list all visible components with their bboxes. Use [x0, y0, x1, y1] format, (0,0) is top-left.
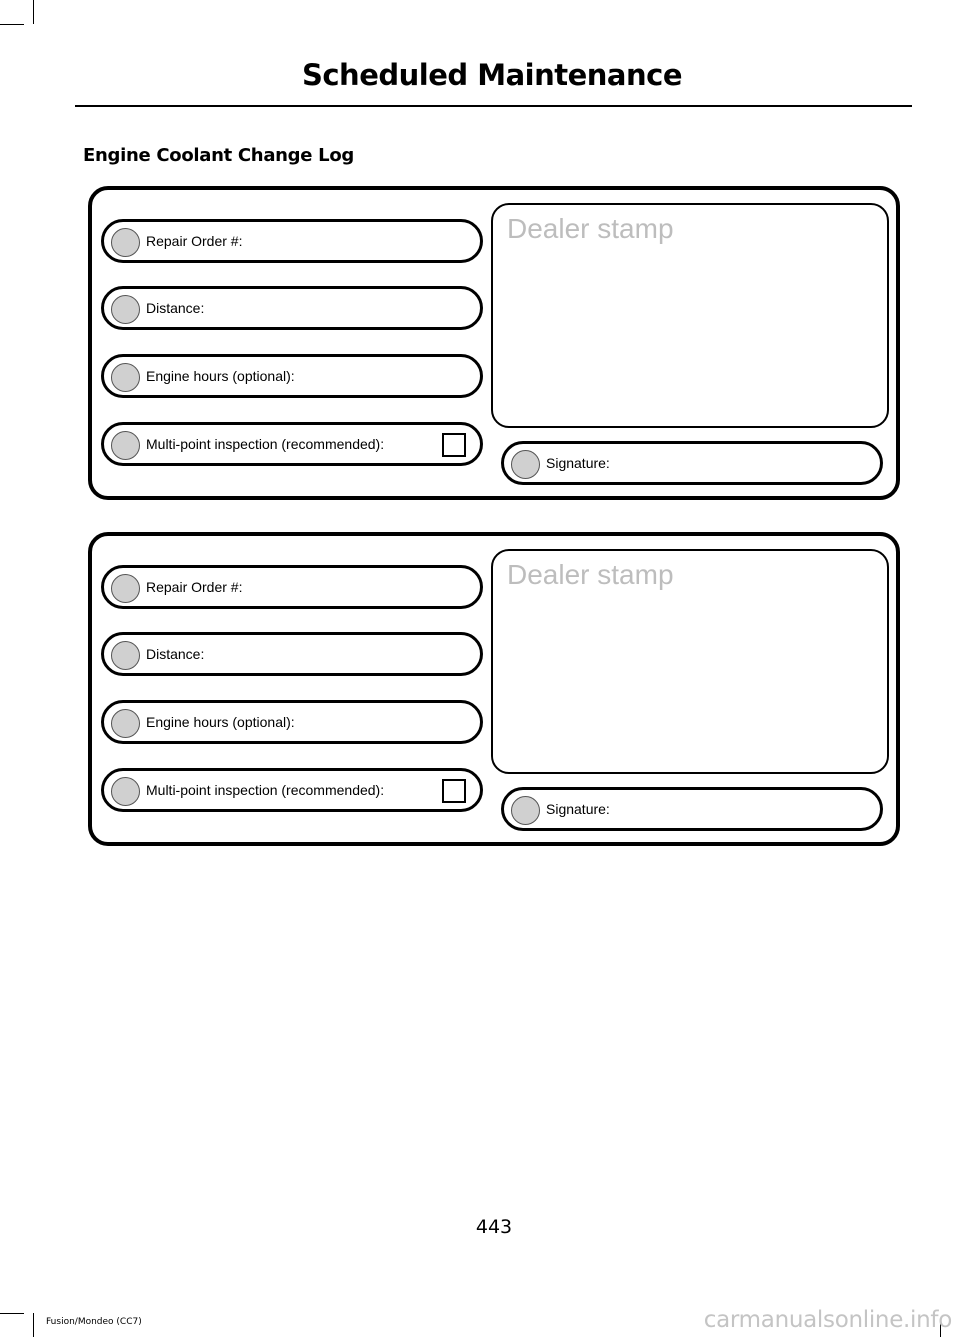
title-divider: [75, 105, 912, 107]
crop-mark: [0, 1313, 24, 1314]
repair-order-field[interactable]: [101, 565, 483, 609]
distance-label: Distance:: [146, 646, 205, 662]
dealer-stamp-label: Dealer stamp: [507, 559, 674, 590]
engine-hours-label: Engine hours (optional):: [146, 368, 295, 384]
signature-field[interactable]: [501, 441, 883, 485]
dealer-stamp-box: [491, 549, 889, 774]
inspection-label: Multi-point inspection (recommended):: [146, 782, 385, 798]
circle-icon: [111, 574, 140, 603]
distance-field[interactable]: [101, 286, 483, 330]
log-entry: [88, 532, 900, 846]
inspection-label: Multi-point inspection (recommended):: [146, 436, 385, 452]
circle-icon: [111, 431, 140, 460]
inspection-field: [101, 768, 483, 812]
watermark: carmanualsonline.info: [703, 1307, 952, 1333]
crop-mark: [0, 24, 24, 25]
repair-order-field[interactable]: [101, 219, 483, 263]
crop-mark: [33, 0, 34, 24]
engine-hours-field[interactable]: [101, 700, 483, 744]
signature-label: Signature:: [546, 801, 610, 817]
dealer-stamp-label: Dealer stamp: [507, 213, 674, 244]
page-title: Scheduled Maintenance: [301, 58, 682, 92]
inspection-checkbox[interactable]: [442, 779, 466, 803]
circle-icon: [111, 295, 140, 324]
dealer-stamp-box: [491, 203, 889, 428]
repair-order-label: Repair Order #:: [146, 579, 243, 595]
circle-icon: [111, 777, 140, 806]
circle-icon: [111, 228, 140, 257]
circle-icon: [511, 450, 540, 479]
page-number: 443: [475, 1216, 513, 1238]
inspection-field: [101, 422, 483, 466]
model-footer: Fusion/Mondeo (CC7): [46, 1317, 142, 1327]
distance-label: Distance:: [146, 300, 205, 316]
circle-icon: [511, 796, 540, 825]
crop-mark: [33, 1313, 34, 1337]
signature-label: Signature:: [546, 455, 610, 471]
section-heading: Engine Coolant Change Log: [83, 145, 354, 166]
distance-field[interactable]: [101, 632, 483, 676]
repair-order-label: Repair Order #:: [146, 233, 243, 249]
circle-icon: [111, 709, 140, 738]
engine-hours-field[interactable]: [101, 354, 483, 398]
circle-icon: [111, 363, 140, 392]
log-entry: [88, 186, 900, 500]
inspection-checkbox[interactable]: [442, 433, 466, 457]
engine-hours-label: Engine hours (optional):: [146, 714, 295, 730]
signature-field[interactable]: [501, 787, 883, 831]
circle-icon: [111, 641, 140, 670]
